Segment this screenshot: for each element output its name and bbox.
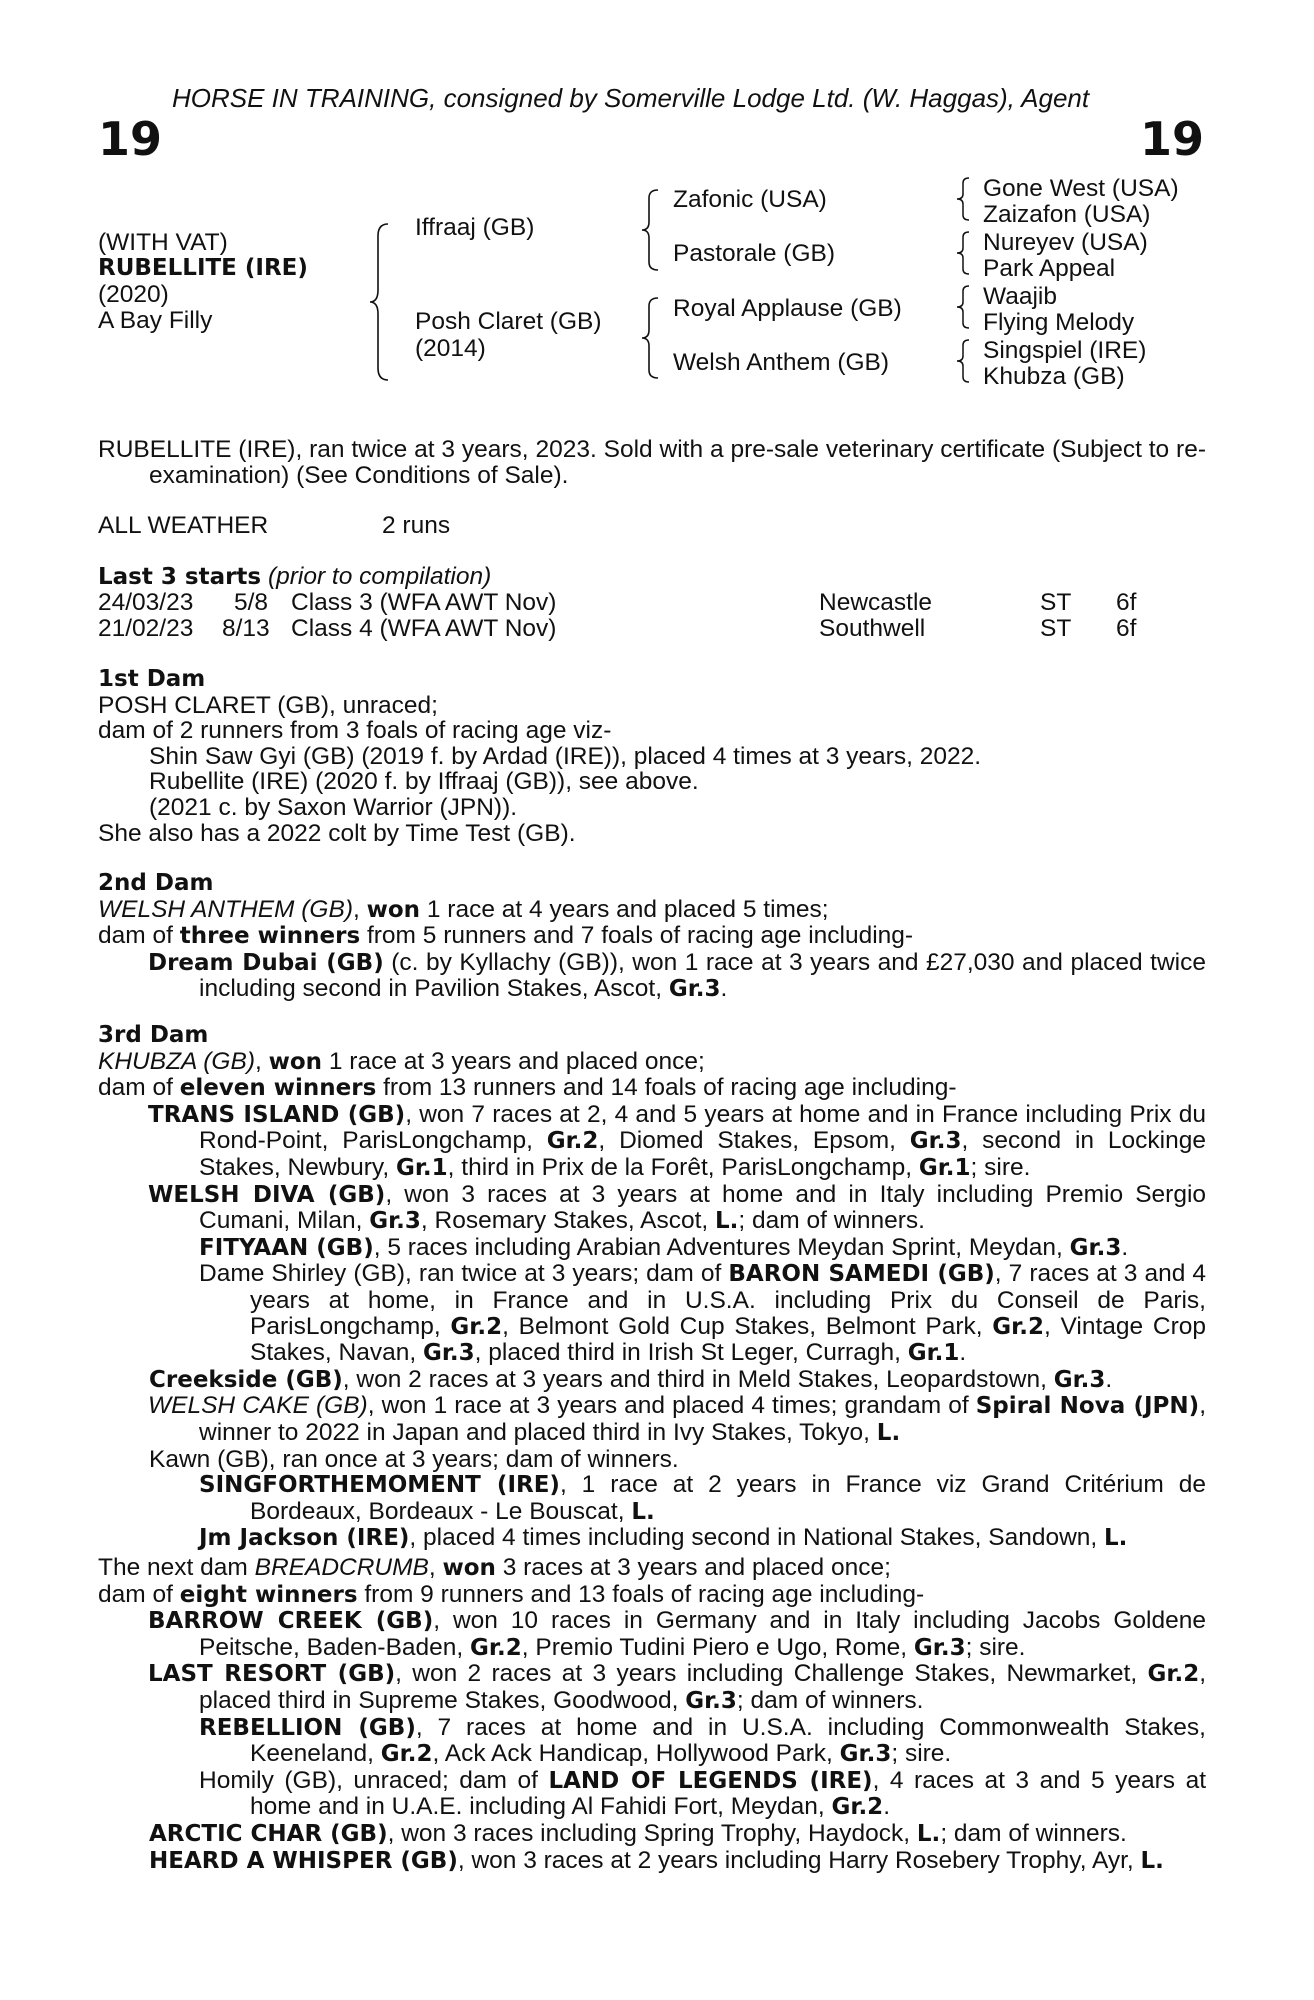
- progeny-record: , Ack Ack Handicap, Hollywood Park,: [432, 1740, 840, 1768]
- next-dam-intro: The next dam: [98, 1554, 255, 1581]
- grandprogeny-entry: [98, 1715, 1206, 1768]
- grade-label: L.: [715, 1208, 739, 1235]
- progeny-record: Dame Shirley (GB), ran twice at 3 years; dam of: [199, 1260, 729, 1288]
- start-class: Class 3 (WFA AWT Nov): [291, 589, 557, 616]
- sire-sire: Zafonic (USA): [673, 186, 827, 213]
- pedigree-brace-g2: [955, 230, 973, 276]
- grade-label: Gr.2: [380, 1741, 433, 1768]
- grandprogeny-entry: [98, 1235, 1206, 1262]
- grade-label: Gr.2: [992, 1313, 1044, 1340]
- pedigree-brace-sire-dam: [368, 222, 392, 382]
- foal-summary: from 13 runners and 14 foals of racing age including-: [376, 1074, 957, 1102]
- progeny-name: WELSH DIVA (GB): [148, 1181, 386, 1208]
- progeny-record: , Rosemary Stakes, Ascot,: [420, 1207, 715, 1235]
- progeny-entry: [98, 1393, 1206, 1446]
- progeny-record: , second in Lockinge Stakes, Newbury,: [199, 1127, 1206, 1181]
- progeny-name: HEARD A WHISPER (GB): [149, 1847, 458, 1874]
- starts-heading: Last 3 starts: [98, 564, 262, 590]
- progeny-entry: [98, 1182, 1206, 1235]
- foal-summary: from 9 runners and 13 foals of racing age including-: [357, 1580, 925, 1608]
- lot-number-left: 19: [98, 112, 163, 166]
- lot-number-right: 19: [1139, 112, 1204, 166]
- progeny-record: .: [883, 1793, 890, 1821]
- dam-dam: Welsh Anthem (GB): [673, 349, 890, 376]
- race-record: 1 race at 3 years and placed once;: [322, 1047, 705, 1075]
- progeny-record: , won 7 races at 2, 4 and 5 years at home and in France including Prix du Rond-Point, ParisLongchamp,: [199, 1100, 1206, 1155]
- progeny-record: .: [1105, 1365, 1113, 1393]
- produce-record: Shin Saw Gyi (GB) (2019 f. by Ardad (IRE)), placed 4 times at 3 years, 2022.: [149, 742, 982, 770]
- grade-label: L.: [876, 1419, 901, 1446]
- progeny-name: Dream Dubai (GB): [148, 949, 384, 976]
- grade-label: Gr.2: [1147, 1661, 1200, 1688]
- starts-note: (prior to compilation): [267, 563, 492, 590]
- progeny-record: , 1 race at 2 years in France viz Grand Critérium de Bordeaux, Bordeaux - Le Bouscat,: [250, 1471, 1206, 1525]
- progeny-record: , 7 races at home and in U.S.A. including Commonwealth Stakes, Keeneland,: [250, 1713, 1206, 1768]
- progeny-record: (c. by Kyllachy (GB)), won 1 race at 3 years and £27,030 and placed twice including second in Pavilion Stakes, Ascot,: [199, 948, 1206, 1003]
- progeny-record: , winner to 2022 in Japan and placed third in Ivy Stakes, Tokyo,: [199, 1392, 1206, 1446]
- grade-label: Gr.3: [422, 1340, 475, 1367]
- start-date: 21/02/23: [98, 615, 194, 642]
- progeny-record: ; sire.: [891, 1740, 952, 1768]
- ancestor-singspiel: Singspiel (IRE): [983, 337, 1147, 364]
- second-dam-heading: 2nd Dam: [98, 870, 214, 896]
- horse-description: A Bay Filly: [98, 307, 213, 334]
- progeny-name: BARROW CREEK (GB): [148, 1608, 434, 1635]
- progeny-name: SINGFORTHEMOMENT (IRE): [199, 1472, 560, 1499]
- progeny-record: , won 2 races at 3 years including Challenge Stakes, Newmarket,: [395, 1660, 1148, 1688]
- third-dam-name: KHUBZA (GB): [98, 1047, 255, 1075]
- third-dam-section: 3rd Dam KHUBZA (GB), won 1 race at 3 years and placed once; dam of eleven winners from 13 runners and 14 foals of racing age including- TRANS ISLAND (GB), won 7 races at 2, 4 and 5 years at home and in France including Prix du Rond-Point, ParisLongchamp, Gr.2, Diomed Stakes, Epsom, Gr.3, second in Lockinge Stakes, Newbury, Gr.1, third in Prix de la Forêt, ParisLongchamp, Gr.1; sire. WELSH DIVA (GB), won 3 races at 3 years at home and in Italy including Premio Sergio Cumani, Milan, Gr.3, Rosemary Stakes, Ascot, L.; dam of winners. FITYAAN (GB), 5 races including Arabian Adventures Meydan Sprint, Meydan, Gr.3. Dame Shirley (GB), ran twice at 3 years; dam of BARON SAMEDI (GB), 7 races at 3 and 4 years at home, in France and in U.S.A. including Prix du Conseil de Paris, ParisLongchamp, Gr.2, Belmont Gold Cup Stakes, Belmont Park, Gr.2, Vintage Crop Stakes, Navan, Gr.3, placed third in Irish St Leger, Curragh, Gr.1. Creekside (GB), won 2 races at 3 years and third in Meld Stakes, Leopardstown, Gr.3. WELSH CAKE (GB), won 1 race at 3 years and placed 4 times; grandam of Spiral Nova (JPN), winner to 2022 in Japan and placed third in Ivy Stakes, Tokyo, L. Kawn (GB), ran once at 3 years; dam of winners. SINGFORTHEMOMENT (IRE), 1 race at 2 years in France viz Grand Critérium de Bordeaux, Bordeaux - Le Bouscat, L. Jm Jackson (IRE), placed 4 times including second in National Stakes, Sandown, L.: [98, 1022, 1207, 1552]
- ancestor-khubza: Khubza (GB): [983, 363, 1125, 390]
- progeny-name: Jm Jackson (IRE): [199, 1525, 410, 1552]
- grandprogeny-entry: [98, 1472, 1206, 1525]
- sire-dam: Pastorale (GB): [673, 240, 836, 267]
- ancestor-waajib: Waajib: [983, 283, 1057, 310]
- progeny-record: , won 1 race at 3 years and placed 4 times; grandam of: [367, 1392, 976, 1420]
- progeny-record: , 7 races at 3 and 4 years at home, in France and in U.S.A. including Prix du Conseil de Paris, ParisLongchamp,: [250, 1260, 1207, 1340]
- dam-of-label: dam of: [98, 922, 180, 950]
- ancestor-nureyev: Nureyev (USA): [983, 229, 1148, 256]
- grade-label: Gr.1: [918, 1154, 971, 1181]
- third-dam-heading: 3rd Dam: [98, 1022, 209, 1048]
- start-position: 8/13: [222, 615, 270, 642]
- second-dam-name: WELSH ANTHEM (GB): [98, 895, 353, 923]
- grade-label: Gr.1: [395, 1154, 448, 1181]
- pedigree-brace-g1: [955, 176, 973, 222]
- progeny-name: LAND OF LEGENDS (IRE): [548, 1767, 873, 1794]
- race-record: 3 races at 3 years and placed once;: [495, 1554, 891, 1581]
- progeny-record: , placed third in Supreme Stakes, Goodwood,: [199, 1660, 1207, 1714]
- foaling-year: (2020): [98, 281, 169, 308]
- progeny-record: , placed 4 times including second in National Stakes, Sandown,: [409, 1524, 1104, 1552]
- grade-label: L.: [1140, 1847, 1164, 1874]
- grade-label: Gr.3: [685, 1687, 737, 1714]
- surface-label: ALL WEATHER: [98, 512, 269, 539]
- dam-sire: Royal Applause (GB): [673, 295, 902, 322]
- grade-label: L.: [1104, 1525, 1128, 1552]
- progeny-record: , won 10 races in Germany and in Italy including Jacobs Goldene Peitsche, Baden-Baden,: [199, 1607, 1206, 1661]
- progeny-entry: [98, 1821, 1206, 1848]
- progeny-record: .: [959, 1339, 967, 1367]
- progeny-name: BARON SAMEDI (GB): [728, 1261, 995, 1288]
- progeny-record: , won 3 races at 2 years including Harry Rosebery Trophy, Ayr,: [457, 1846, 1141, 1874]
- won-label: won: [366, 896, 421, 923]
- progeny-record: , won 3 races including Spring Trophy, Haydock,: [387, 1819, 917, 1847]
- first-dam-foals: dam of 2 runners from 3 foals of racing age viz-: [98, 717, 612, 745]
- grade-label: L.: [916, 1820, 941, 1847]
- surface-runs: 2 runs: [382, 512, 451, 539]
- progeny-name: Creekside (GB): [149, 1366, 343, 1393]
- foal-summary: from 5 runners and 7 foals of racing age including-: [360, 922, 914, 950]
- next-dam-section: [98, 1555, 1206, 1874]
- progeny-record: , 4 races at 3 and 5 years at home and in U.A.E. including Al Fahidi Fort, Meydan,: [250, 1766, 1207, 1821]
- first-dam-intro: POSH CLARET (GB), unraced;: [98, 691, 438, 719]
- progeny-entry: [98, 1661, 1206, 1714]
- punctuation: .: [720, 975, 728, 1003]
- ancestor-flying-melody: Flying Melody: [983, 309, 1135, 336]
- next-dam-name: BREADCRUMB: [254, 1554, 429, 1581]
- progeny-entry: [98, 1608, 1206, 1661]
- horse-name: RUBELLITE (IRE): [98, 255, 308, 281]
- winner-count: eight winners: [179, 1581, 358, 1608]
- second-dam-section: 2nd Dam WELSH ANTHEM (GB), won 1 race at 4 years and placed 5 times; dam of three winners from 5 runners and 7 foals of racing age including- Dream Dubai (GB) (c. by Kyllachy (GB)), won 1 race at 3 years and £27,030 and placed twice including second in Pavilion Stakes, Ascot, Gr.3.: [98, 870, 1206, 1003]
- progeny-record: ; dam of winners.: [738, 1207, 925, 1235]
- first-dam-heading: 1st Dam: [98, 666, 206, 692]
- start-position: 5/8: [234, 589, 269, 616]
- grade-label: Gr.2: [546, 1128, 599, 1155]
- progeny-record: .: [1121, 1233, 1129, 1261]
- progeny-record: , placed third in Irish St Leger, Curragh,: [474, 1339, 908, 1367]
- grade-label: Gr.3: [839, 1741, 892, 1768]
- grade-label: Gr.3: [913, 1634, 966, 1661]
- winner-count: three winners: [179, 923, 361, 950]
- progeny-record: ; dam of winners.: [736, 1686, 924, 1714]
- start-class: Class 4 (WFA AWT Nov): [291, 615, 557, 642]
- grade-label: Gr.2: [450, 1313, 503, 1340]
- progeny-record: , Diomed Stakes, Epsom,: [598, 1127, 910, 1155]
- progeny-record: , Belmont Gold Cup Stakes, Belmont Park,: [502, 1312, 993, 1340]
- punctuation: ,: [428, 1554, 443, 1581]
- progeny-entry: [98, 1102, 1206, 1182]
- start-going: ST: [1040, 589, 1072, 616]
- grade-label: Gr.3: [909, 1128, 962, 1155]
- produce-record: (2021 c. by Saxon Warrior (JPN)).: [149, 793, 518, 821]
- first-dam-section: [98, 667, 1206, 846]
- progeny-record: ; sire.: [970, 1153, 1031, 1181]
- progeny-record: ; sire.: [965, 1633, 1026, 1661]
- produce-record: Rubellite (IRE) (2020 f. by Iffraaj (GB)), see above.: [149, 768, 699, 796]
- progeny-name: REBELLION (GB): [199, 1714, 416, 1741]
- pedigree-brace-dam-parents: [640, 296, 662, 380]
- grade-label: Gr.3: [1053, 1366, 1106, 1393]
- progeny-entry: Kawn (GB), ran once at 3 years; dam of winners.: [149, 1445, 679, 1473]
- pedigree-brace-sire-parents: [640, 188, 662, 272]
- grade-label: Gr.3: [668, 976, 721, 1003]
- winner-count: eleven winners: [179, 1075, 377, 1102]
- progeny-name: WELSH CAKE (GB): [148, 1392, 368, 1420]
- vat-note: (WITH VAT): [98, 229, 228, 256]
- start-distance: 6f: [1116, 589, 1137, 616]
- start-course: Southwell: [819, 615, 926, 642]
- consignment-line: HORSE IN TRAINING, consigned by Somerville Lodge Ltd. (W. Haggas), Agent: [172, 83, 1090, 113]
- grandprogeny-entry: [98, 1525, 1206, 1552]
- progeny-record: Homily (GB), unraced; dam of: [199, 1766, 549, 1794]
- progeny-name: FITYAAN (GB): [199, 1234, 374, 1261]
- progeny-record: ; dam of winners.: [940, 1819, 1127, 1847]
- ancestor-gone-west: Gone West (USA): [983, 175, 1179, 202]
- progeny-entry: [98, 1848, 1206, 1875]
- dam-name: Posh Claret (GB): [415, 308, 602, 335]
- grandprogeny-entry: [98, 1261, 1206, 1366]
- progeny-name: TRANS ISLAND (GB): [148, 1101, 406, 1128]
- sire-name: Iffraaj (GB): [415, 214, 535, 241]
- progeny-name: ARCTIC CHAR (GB): [149, 1820, 388, 1847]
- progeny-entry: [98, 1367, 1206, 1394]
- ancestor-park-appeal: Park Appeal: [983, 255, 1116, 282]
- progeny-record: , Vintage Crop Stakes, Navan,: [250, 1312, 1206, 1367]
- pedigree-brace-g4: [955, 338, 973, 384]
- summary-text: RUBELLITE (IRE), ran twice at 3 years, 2023. Sold with a pre-sale veterinary certificate (Subject to re-examination) (See Conditions of Sale).: [98, 436, 1206, 489]
- start-date: 24/03/23: [98, 589, 194, 616]
- grade-label: L.: [631, 1498, 655, 1525]
- dam-of-label: dam of: [98, 1580, 180, 1608]
- race-record: 1 race at 4 years and placed 5 times;: [420, 895, 829, 923]
- start-distance: 6f: [1116, 615, 1137, 642]
- racing-summary: [98, 437, 1206, 488]
- grade-label: Gr.2: [831, 1794, 884, 1821]
- progeny-record: , Premio Tudini Piero e Ugo, Rome,: [521, 1633, 914, 1661]
- progeny-record: , won 2 races at 3 years and third in Meld Stakes, Leopardstown,: [342, 1365, 1054, 1393]
- progeny-record: , won 3 races at 3 years at home and in Italy including Premio Sergio Cumani, Milan,: [199, 1180, 1207, 1235]
- first-dam-also: She also has a 2022 colt by Time Test (GB).: [98, 819, 576, 847]
- start-course: Newcastle: [819, 589, 933, 616]
- grade-label: Gr.3: [1069, 1234, 1122, 1261]
- won-label: won: [268, 1048, 323, 1075]
- grade-label: Gr.3: [369, 1208, 421, 1235]
- progeny-entry: [98, 950, 1206, 1003]
- progeny-name: LAST RESORT (GB): [148, 1661, 396, 1688]
- start-going: ST: [1040, 615, 1072, 642]
- dam-year: (2014): [415, 335, 486, 362]
- grandprogeny-entry: [98, 1768, 1206, 1821]
- grade-label: Gr.1: [907, 1340, 960, 1367]
- progeny-name: Spiral Nova (JPN): [975, 1393, 1200, 1420]
- ancestor-zaizafon: Zaizafon (USA): [983, 201, 1151, 228]
- pedigree-brace-g3: [955, 284, 973, 330]
- won-label: won: [442, 1555, 496, 1581]
- grade-label: Gr.2: [470, 1634, 522, 1661]
- progeny-record: , third in Prix de la Forêt, ParisLongchamp,: [447, 1153, 919, 1181]
- progeny-record: , 5 races including Arabian Adventures Meydan Sprint, Meydan,: [373, 1233, 1070, 1261]
- dam-of-label: dam of: [98, 1074, 180, 1102]
